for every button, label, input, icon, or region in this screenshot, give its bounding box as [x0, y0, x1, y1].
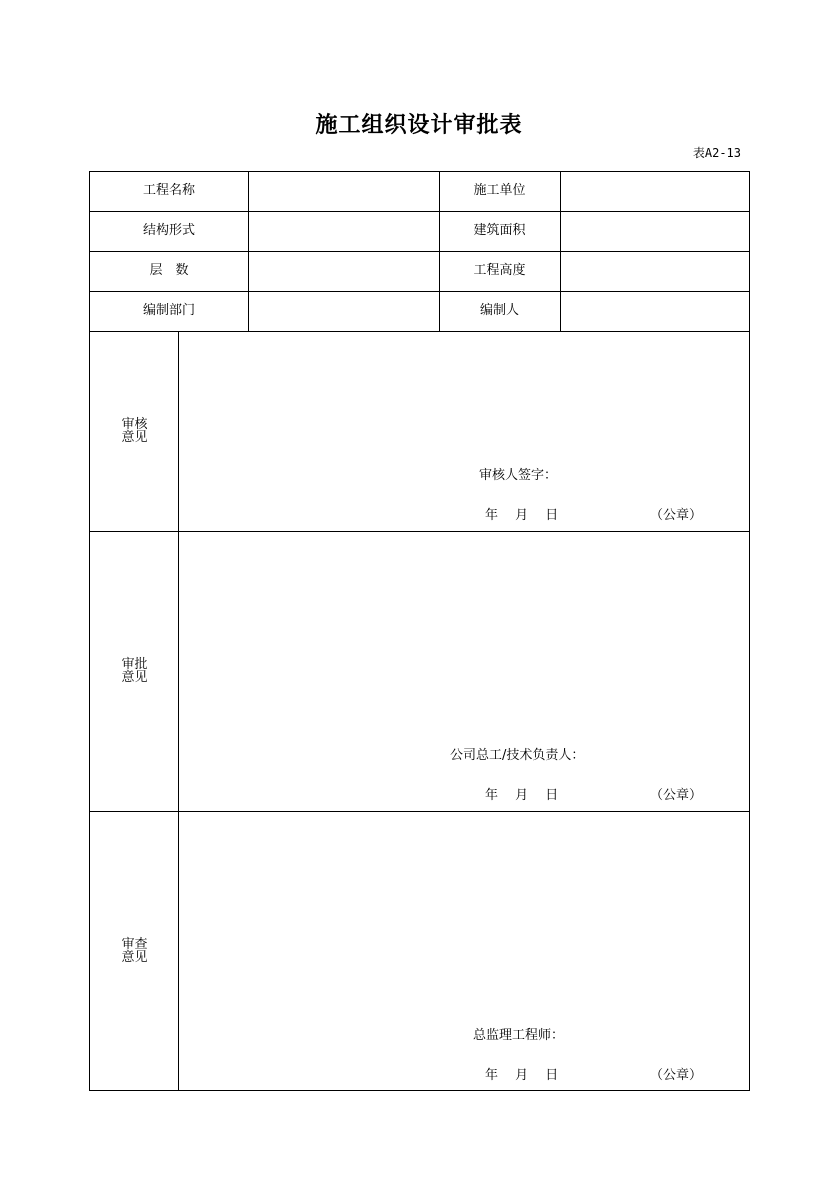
approval-seal-label: （公章） — [650, 788, 703, 803]
inspection-opinion-area[interactable] — [179, 812, 749, 1090]
label-structure-type: 结构形式 — [142, 223, 195, 238]
label-compiling-department: 编制部门 — [142, 303, 195, 318]
section-label-line: 意见 — [121, 670, 148, 685]
label-building-area: 建筑面积 — [473, 223, 526, 238]
section-label-line: 审查 — [121, 937, 148, 952]
review-date-label: 年 月 日 — [485, 508, 559, 523]
section-approval-label — [90, 658, 179, 684]
label-floor-count: 层 数 — [149, 263, 189, 278]
approval-form-table — [89, 171, 750, 1091]
section-label-line: 审批 — [121, 657, 148, 672]
review-seal-label: （公章） — [650, 508, 703, 523]
section-label-line: 意见 — [121, 950, 148, 965]
section-label-line: 审核 — [121, 417, 148, 432]
section-label-line: 意见 — [121, 430, 148, 445]
inspection-date-label: 年 月 日 — [485, 1068, 559, 1083]
label-construction-unit: 施工单位 — [473, 183, 526, 198]
row-divider — [90, 251, 749, 252]
row-divider — [90, 291, 749, 292]
reviewer-signature-label: 审核人签字： — [479, 468, 558, 483]
form-code: 表A2-13 — [692, 146, 741, 160]
label-compiler: 编制人 — [479, 303, 519, 318]
approval-opinion-area[interactable] — [179, 532, 749, 811]
page-title: 施工组织设计审批表 — [315, 113, 523, 138]
chief-supervisor-signature-label: 总监理工程师： — [473, 1028, 565, 1043]
row-divider — [90, 211, 749, 212]
label-project-height: 工程高度 — [473, 263, 526, 278]
chief-engineer-signature-label: 公司总工/技术负责人： — [450, 748, 585, 763]
label-project-name: 工程名称 — [142, 183, 195, 198]
section-inspection-label — [90, 938, 179, 964]
section-review-label — [90, 418, 179, 444]
col-divider — [248, 172, 249, 332]
review-opinion-area[interactable] — [179, 332, 749, 531]
inspection-seal-label: （公章） — [650, 1068, 703, 1083]
approval-date-label: 年 月 日 — [485, 788, 559, 803]
col-divider — [560, 172, 561, 332]
